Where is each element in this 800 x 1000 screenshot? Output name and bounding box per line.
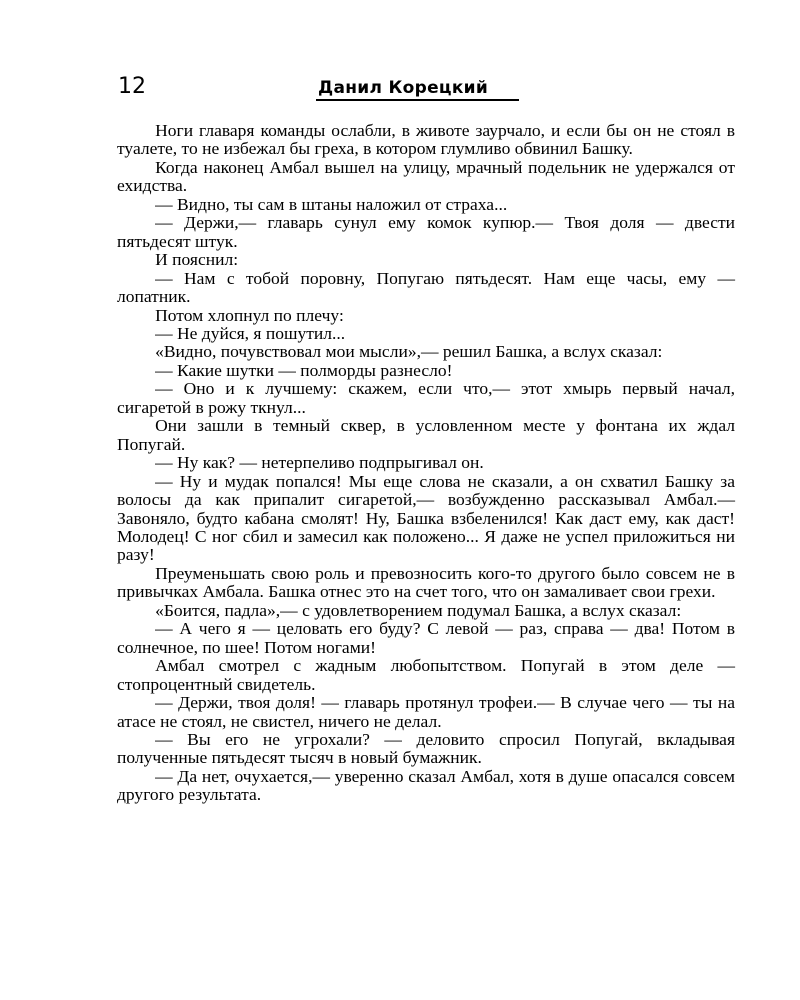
paragraph: — Держи, твоя доля! — главарь протянул трофеи.— В случае чего — ты на атасе не стоял, не свистел, ничего не делал. xyxy=(117,693,736,731)
paragraph: — Держи,— главарь сунул ему комок купюр.— Твоя доля — двести пятьдесят штук. xyxy=(117,213,736,251)
paragraph: Ноги главаря команды ослабли, в животе заурчало, и если бы он не стоял в туалете, то не избежал бы греха, в котором глумливо обвинил Башку. xyxy=(117,121,736,159)
text-body xyxy=(117,122,735,805)
paragraph: — Ну и мудак попался! Мы еще слова не сказали, а он схватил Башку за волосы да как припалит сигаретой,— возбужденно рассказывал Амбал.— Завоняло, будто кабана смолят! Ну, Башка взбеленился! Как даст ему, как даст! Молодец! С ног сбил и замесил как положено... Я даже не успел приложиться ни разу! xyxy=(117,471,736,565)
paragraph: — Какие шутки — полморды разнесло! xyxy=(155,360,453,380)
paragraph: «Видно, почувствовал мои мысли»,— решил Башка, а вслух сказал: xyxy=(155,342,663,362)
paragraph: Потом хлопнул по плечу: xyxy=(155,305,344,325)
paragraph: — Да нет, очухается,— уверенно сказал Амбал, хотя в душе опасался совсем другого результата. xyxy=(117,766,736,805)
paragraph: — Оно и к лучшему: скажем, если что,— этот хмырь первый начал, сигаретой в рожу ткнул... xyxy=(117,379,736,417)
paragraph: — Ну как? — нетерпеливо подпрыгивал он. xyxy=(155,453,484,473)
paragraph: Амбал смотрел с жадным любопытством. Попугай в этом деле — стопроцентный свидетель. xyxy=(117,656,736,694)
paragraph: — Видно, ты сам в штаны наложил от страха... xyxy=(155,194,508,214)
paragraph: Когда наконец Амбал вышел на улицу, мрачный подельник не удержался от ехидства. xyxy=(117,157,736,196)
page-number: 12 xyxy=(118,74,146,99)
paragraph: «Боится, падла»,— с удовлетворением подумал Башка, а вслух сказал: xyxy=(155,600,682,620)
paragraph: — Нам с тобой поровну, Попугаю пятьдесят. Нам еще часы, ему — лопатник. xyxy=(117,268,736,307)
paragraph: — Не дуйся, я пошутил... xyxy=(155,323,346,343)
running-title: Данил Корецкий xyxy=(318,78,489,98)
paragraph: Они зашли в темный сквер, в условленном месте у фонтана их ждал Попугай. xyxy=(117,416,736,454)
paragraph: — Вы его не угрохали? — деловито спросил Попугай, вкладывая полученные пятьдесят тысяч в новый бумажник. xyxy=(117,729,736,768)
running-title-underline xyxy=(316,99,519,101)
paragraph: Преуменьшать свою роль и превозносить кого-то другого было совсем не в привычках Амбала. Башка отнес это на счет того, что он замаливает свои грехи. xyxy=(117,563,736,602)
paragraph: — А чего я — целовать его буду? С левой — раз, справа — два! Потом в солнечное, по шее! Потом ногами! xyxy=(117,619,736,657)
paragraph: И пояснил: xyxy=(155,250,239,270)
